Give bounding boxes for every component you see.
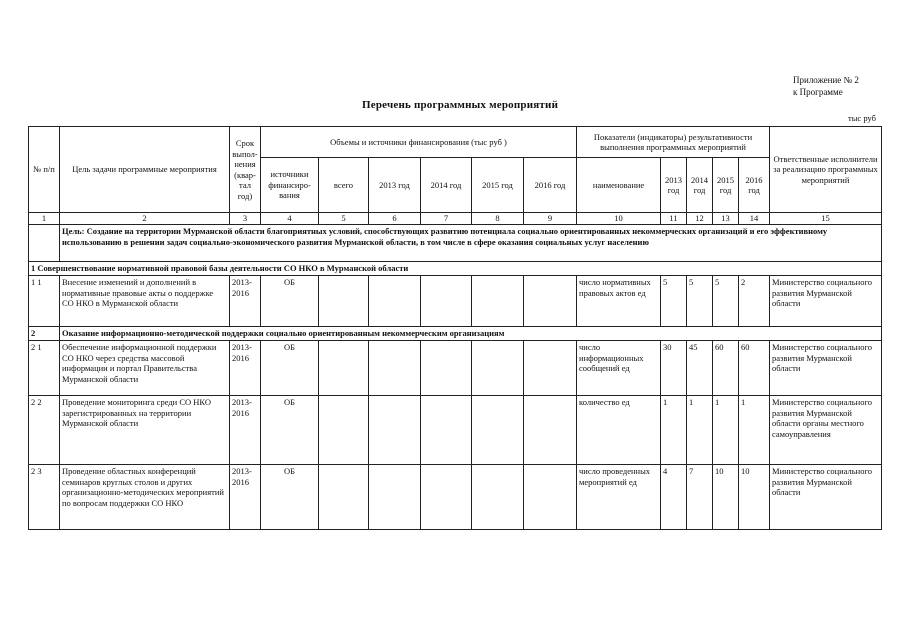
col-2013-header: 2013 год	[369, 158, 421, 213]
annex-line-1: Приложение № 2	[793, 75, 859, 85]
row-source: ОБ	[261, 396, 319, 465]
goal-empty-cell	[29, 225, 60, 262]
row-num: 2 1	[29, 341, 60, 396]
row-fin-2013	[369, 465, 421, 530]
section-number: 2	[29, 327, 60, 341]
row-ind-2015: 1	[713, 396, 739, 465]
table-row	[29, 341, 882, 396]
section-row	[29, 327, 882, 341]
row-fin-2013	[369, 276, 421, 327]
row-fin-2015	[472, 465, 524, 530]
table-row	[29, 465, 882, 530]
row-fin-2014	[421, 276, 472, 327]
row-ind-2014: 45	[687, 341, 713, 396]
row-ind-2013: 1	[661, 396, 687, 465]
column-number: 13	[713, 213, 739, 225]
col-ind-2015-header: 2015 год	[713, 158, 739, 213]
section-row	[29, 262, 882, 276]
row-fin-2014	[421, 465, 472, 530]
col-ind-2014-header: 2014 год	[687, 158, 713, 213]
row-term: 2013-2016	[230, 341, 261, 396]
row-indicator: число нормативных правовых актов ед	[577, 276, 661, 327]
row-ind-2015: 5	[713, 276, 739, 327]
column-number: 1	[29, 213, 60, 225]
row-source: ОБ	[261, 465, 319, 530]
row-num: 1 1	[29, 276, 60, 327]
row-fin-2015	[472, 396, 524, 465]
col-ind-2013-header: 2013 год	[661, 158, 687, 213]
row-fin-2016	[524, 276, 577, 327]
row-indicator: число информационных сообщений ед	[577, 341, 661, 396]
annex-line-2: к Программе	[793, 87, 843, 97]
col-goal-header: Цель задачи программные мероприятия	[60, 127, 230, 213]
row-ind-2016: 1	[739, 396, 770, 465]
row-term: 2013-2016	[230, 276, 261, 327]
row-total	[319, 276, 369, 327]
col-total-header: всего	[319, 158, 369, 213]
goal-text: Цель: Создание на территории Мурманской области благоприятных условий, способствующих развитию потенциала социально ориентированных некоммерческих организаций и его эффективному использованию в решении задач социально-экономического развития Мурманской области, в том числе в сфере оказания социальных услуг населению	[60, 225, 882, 262]
row-term: 2013-2016	[230, 465, 261, 530]
row-term: 2013-2016	[230, 396, 261, 465]
column-number: 2	[60, 213, 230, 225]
units-note: тыс руб	[848, 113, 876, 123]
row-fin-2016	[524, 465, 577, 530]
row-ind-2014: 1	[687, 396, 713, 465]
col-2014-header: 2014 год	[421, 158, 472, 213]
row-ind-2015: 10	[713, 465, 739, 530]
row-responsible: Министерство социального развития Мурманской области	[770, 465, 882, 530]
row-indicator: количество ед	[577, 396, 661, 465]
column-number: 9	[524, 213, 577, 225]
column-number: 3	[230, 213, 261, 225]
col-2016-header: 2016 год	[524, 158, 577, 213]
column-number: 5	[319, 213, 369, 225]
row-ind-2013: 5	[661, 276, 687, 327]
section-number: 1	[31, 263, 36, 274]
row-source: ОБ	[261, 341, 319, 396]
row-indicator: число проведенных мероприятий ед	[577, 465, 661, 530]
column-number: 4	[261, 213, 319, 225]
row-num: 2 2	[29, 396, 60, 465]
col-source-header: источники финансиро-вания	[261, 158, 319, 213]
row-activity: Проведение областных конференций семинаров круглых столов и других организационно-методических мероприятий по вопросам поддержки СО НКО	[60, 465, 230, 530]
column-number: 11	[661, 213, 687, 225]
column-number: 14	[739, 213, 770, 225]
row-fin-2014	[421, 396, 472, 465]
section-title: Оказание информационно-методической поддержки социально ориентированным некоммерческим организациям	[60, 327, 882, 341]
row-fin-2013	[369, 341, 421, 396]
row-activity: Обеспечение информационной поддержки СО НКО через средства массовой информации и портал Правительства Мурманской области	[60, 341, 230, 396]
column-number: 7	[421, 213, 472, 225]
row-ind-2013: 4	[661, 465, 687, 530]
row-responsible: Министерство социального развития Мурманской области	[770, 276, 882, 327]
row-ind-2016: 10	[739, 465, 770, 530]
row-activity: Проведение мониторинга среди СО НКО зарегистрированных на территории Мурманской области	[60, 396, 230, 465]
row-num: 2 3	[29, 465, 60, 530]
section-title	[29, 262, 882, 276]
row-ind-2016: 2	[739, 276, 770, 327]
column-number-row	[29, 213, 882, 225]
table-row	[29, 276, 882, 327]
col-num-header: № п/п	[29, 127, 60, 213]
col-responsible-header: Ответственные исполнители за реализацию программных мероприятий	[770, 127, 882, 213]
col-term-header: Срок выпол-нения (квар-тал год)	[230, 127, 261, 213]
row-fin-2015	[472, 276, 524, 327]
section-title-text: Совершенствование нормативной правовой базы деятельности СО НКО в Мурманской области	[37, 263, 409, 274]
row-fin-2015	[472, 341, 524, 396]
row-source: ОБ	[261, 276, 319, 327]
finance-group-header: Объемы и источники финансирования (тыс руб )	[261, 127, 577, 158]
document-title: Перечень программных мероприятий	[362, 99, 559, 111]
row-ind-2013: 30	[661, 341, 687, 396]
row-ind-2014: 7	[687, 465, 713, 530]
row-total	[319, 465, 369, 530]
goal-row	[29, 225, 882, 262]
program-activities-table	[28, 126, 882, 530]
indicators-group-header: Показатели (индикаторы) результативности выполнения программных мероприятий	[577, 127, 770, 158]
row-fin-2013	[369, 396, 421, 465]
column-number: 6	[369, 213, 421, 225]
row-activity: Внесение изменений и дополнений в нормативные правовые акты о поддержке СО НКО в Мурманской области	[60, 276, 230, 327]
row-ind-2014: 5	[687, 276, 713, 327]
row-responsible: Министерство социального развития Мурманской области органы местного самоуправления	[770, 396, 882, 465]
row-ind-2015: 60	[713, 341, 739, 396]
col-ind-2016-header: 2016 год	[739, 158, 770, 213]
row-fin-2016	[524, 341, 577, 396]
row-total	[319, 396, 369, 465]
column-number: 10	[577, 213, 661, 225]
table-row	[29, 396, 882, 465]
col-2015-header: 2015 год	[472, 158, 524, 213]
row-ind-2016: 60	[739, 341, 770, 396]
row-fin-2016	[524, 396, 577, 465]
annex-note	[793, 74, 859, 98]
header-row-1	[29, 127, 882, 158]
column-number: 8	[472, 213, 524, 225]
row-total	[319, 341, 369, 396]
row-responsible: Министерство социального развития Мурманской области	[770, 341, 882, 396]
row-fin-2014	[421, 341, 472, 396]
col-indicator-name-header: наименование	[577, 158, 661, 213]
column-number: 12	[687, 213, 713, 225]
column-number: 15	[770, 213, 882, 225]
